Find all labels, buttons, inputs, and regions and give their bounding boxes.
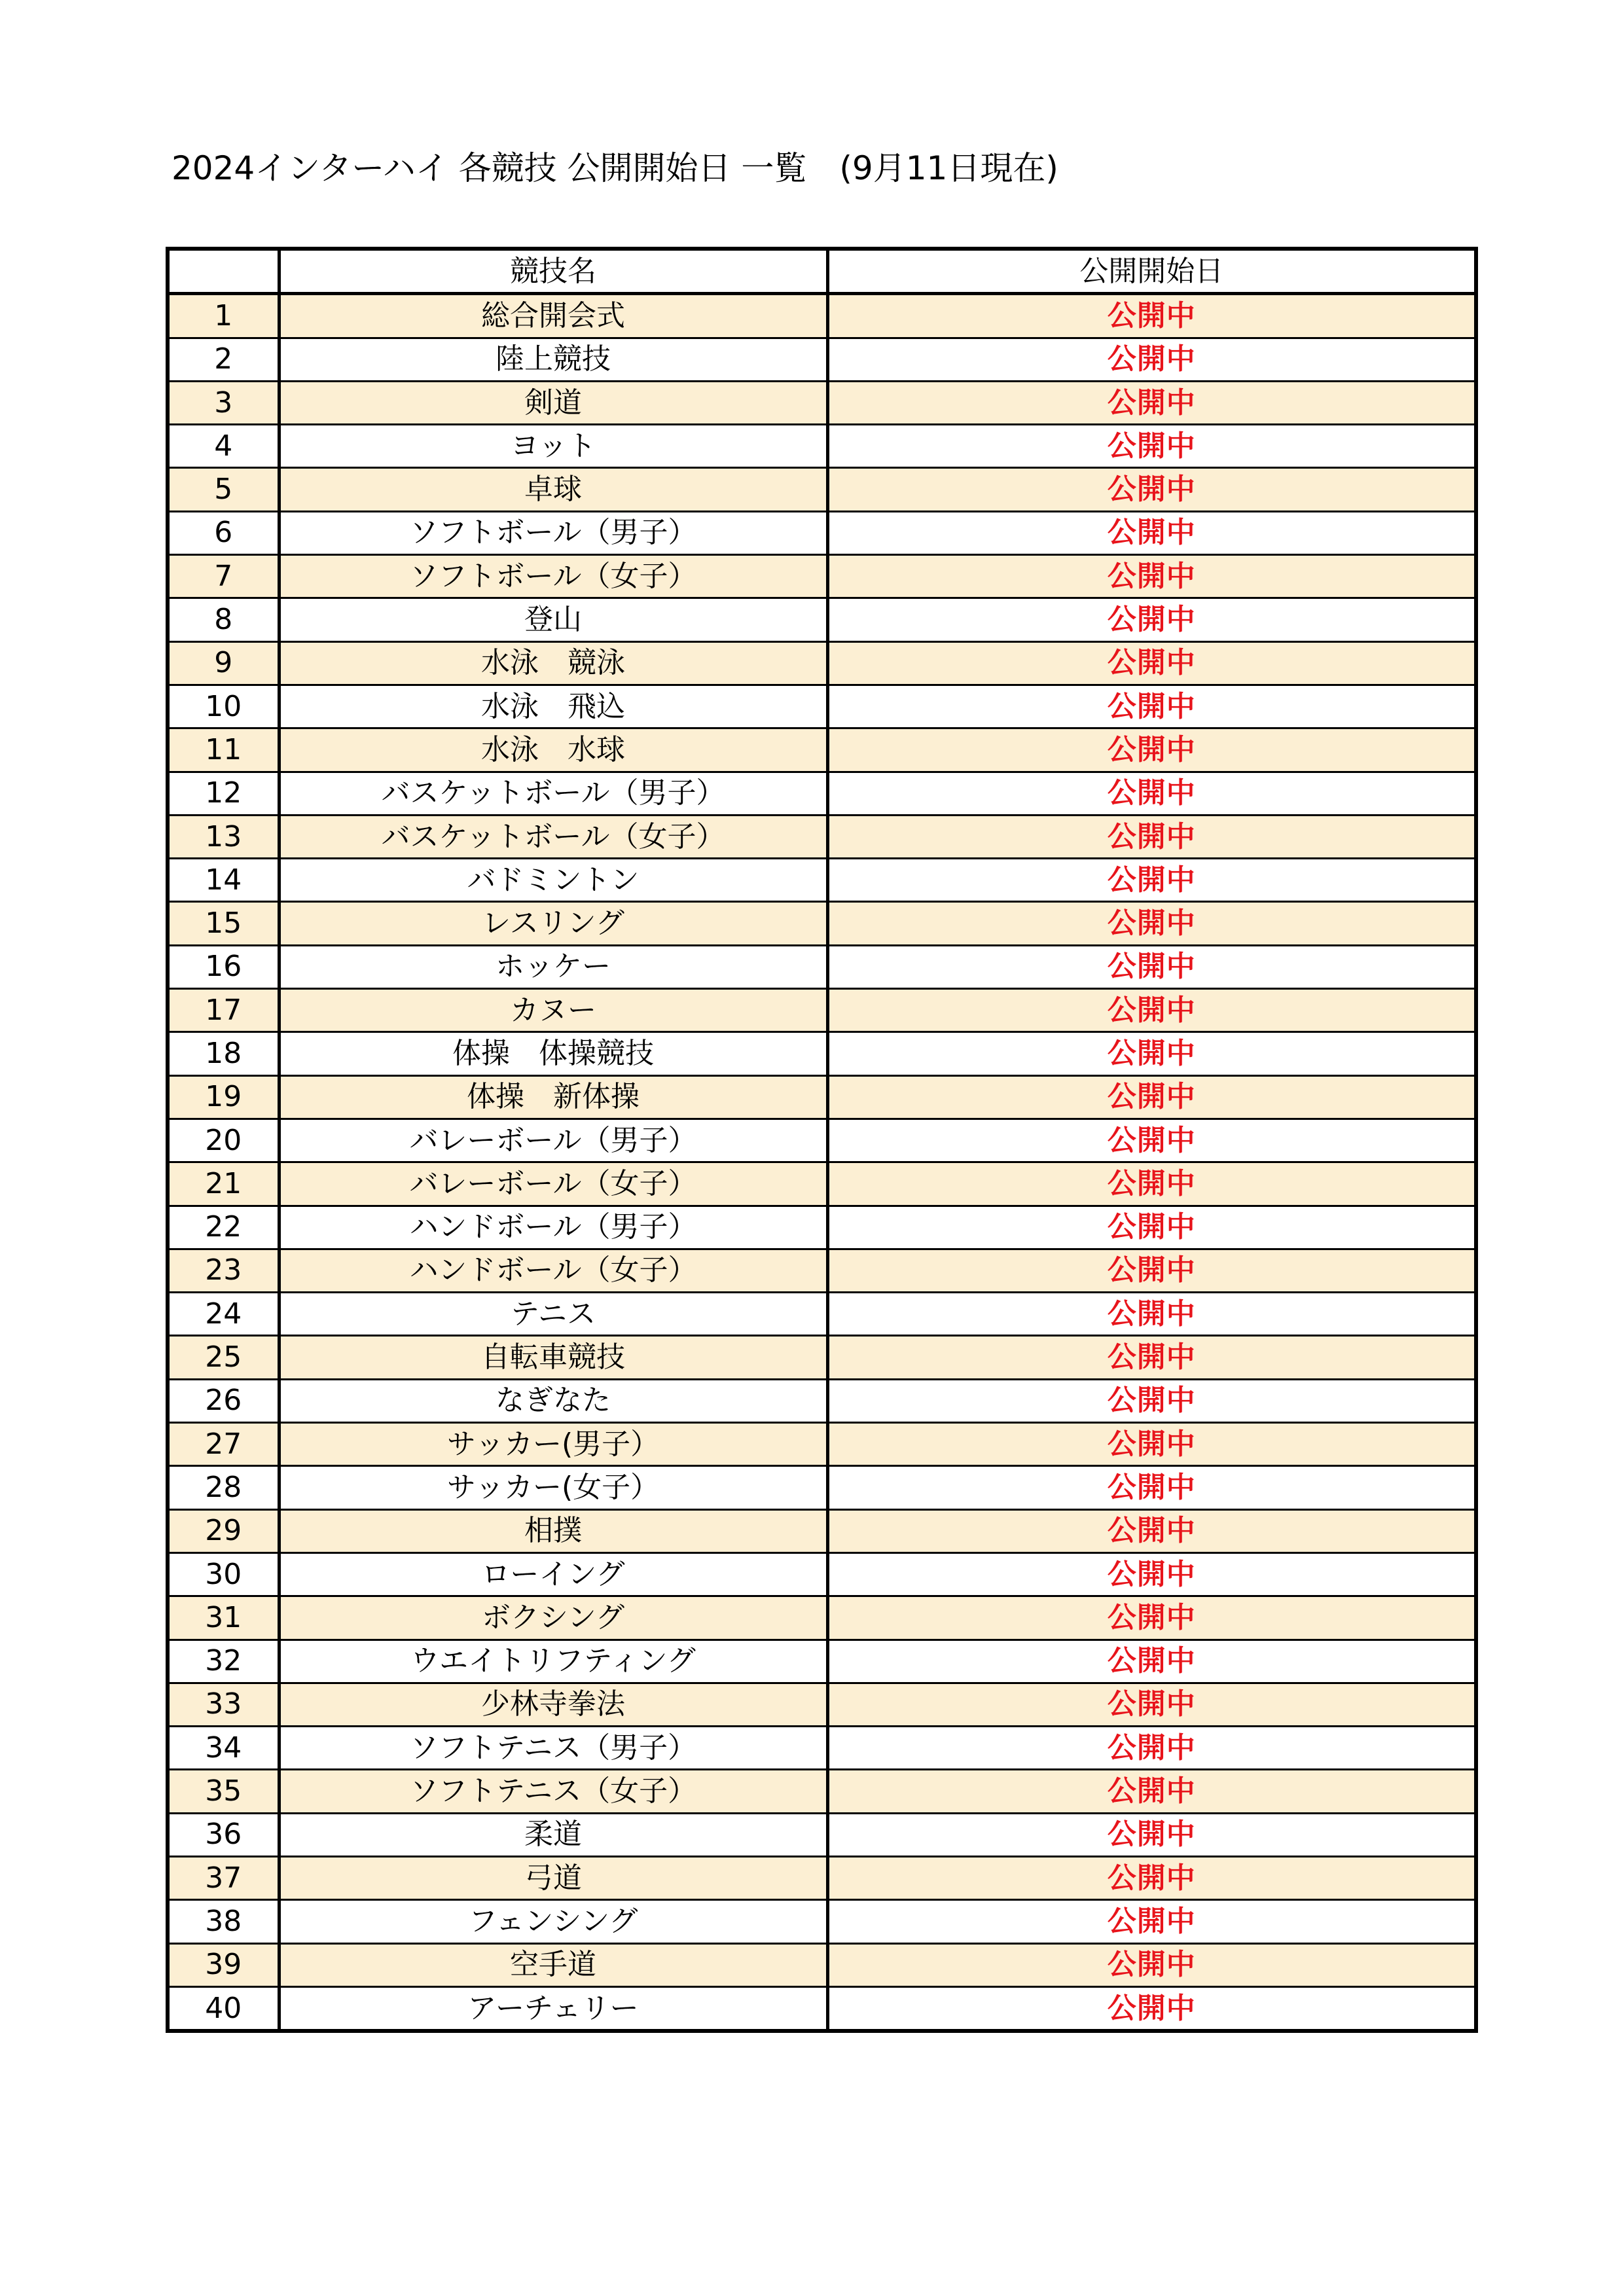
row-event-name: カヌー: [279, 989, 827, 1032]
row-number: 29: [168, 1509, 279, 1552]
row-number: 12: [168, 772, 279, 815]
row-number: 31: [168, 1596, 279, 1640]
row-number: 38: [168, 1900, 279, 1943]
row-number: 9: [168, 641, 279, 685]
row-number: 18: [168, 1032, 279, 1075]
row-status: 公開中: [827, 641, 1476, 685]
row-event-name: 自転車競技: [279, 1336, 827, 1379]
table-row: [168, 555, 1476, 598]
table-row: [168, 728, 1476, 772]
row-status: 公開中: [827, 1466, 1476, 1509]
table-row: [168, 1206, 1476, 1249]
table-row: [168, 945, 1476, 988]
row-event-name: ソフトテニス（女子）: [279, 1770, 827, 1813]
row-number: 10: [168, 685, 279, 728]
row-event-name: ウエイトリフティング: [279, 1640, 827, 1683]
table-row: [168, 685, 1476, 728]
table-row: [168, 294, 1476, 338]
row-number: 5: [168, 468, 279, 511]
row-number: 40: [168, 1986, 279, 2031]
row-status: 公開中: [827, 555, 1476, 598]
row-event-name: 水泳 競泳: [279, 641, 827, 685]
row-status: 公開中: [827, 468, 1476, 511]
table-row: [168, 1552, 1476, 1596]
row-status: 公開中: [827, 1336, 1476, 1379]
row-number: 16: [168, 945, 279, 988]
table-row: [168, 1032, 1476, 1075]
header-number: [168, 249, 279, 294]
table-row: [168, 859, 1476, 902]
row-number: 1: [168, 294, 279, 338]
row-number: 6: [168, 511, 279, 554]
table-row: [168, 1856, 1476, 1899]
row-status: 公開中: [827, 1770, 1476, 1813]
row-event-name: 水泳 水球: [279, 728, 827, 772]
row-event-name: 弓道: [279, 1856, 827, 1899]
row-event-name: 水泳 飛込: [279, 685, 827, 728]
row-event-name: 相撲: [279, 1509, 827, 1552]
table-row: [168, 1423, 1476, 1466]
row-number: 25: [168, 1336, 279, 1379]
table-row: [168, 468, 1476, 511]
header-start-date: 公開開始日: [827, 249, 1476, 294]
row-number: 28: [168, 1466, 279, 1509]
row-status: 公開中: [827, 1075, 1476, 1119]
table-row: [168, 1509, 1476, 1552]
row-event-name: ハンドボール（女子）: [279, 1249, 827, 1292]
row-event-name: ソフトテニス（男子）: [279, 1727, 827, 1770]
row-number: 30: [168, 1552, 279, 1596]
row-status: 公開中: [827, 1032, 1476, 1075]
table-row: [168, 1249, 1476, 1292]
row-event-name: バレーボール（男子）: [279, 1119, 827, 1162]
row-status: 公開中: [827, 381, 1476, 424]
table-row: [168, 1683, 1476, 1726]
table-row: [168, 338, 1476, 381]
table-row: [168, 902, 1476, 945]
row-status: 公開中: [827, 1943, 1476, 1986]
table-row: [168, 425, 1476, 468]
row-status: 公開中: [827, 1509, 1476, 1552]
row-number: 23: [168, 1249, 279, 1292]
row-event-name: フェンシング: [279, 1900, 827, 1943]
row-number: 20: [168, 1119, 279, 1162]
row-event-name: 卓球: [279, 468, 827, 511]
row-status: 公開中: [827, 1596, 1476, 1640]
row-number: 15: [168, 902, 279, 945]
row-number: 11: [168, 728, 279, 772]
table-row: [168, 1596, 1476, 1640]
row-status: 公開中: [827, 425, 1476, 468]
row-status: 公開中: [827, 1423, 1476, 1466]
table-row: [168, 1293, 1476, 1336]
row-event-name: 体操 体操競技: [279, 1032, 827, 1075]
row-status: 公開中: [827, 1206, 1476, 1249]
row-event-name: バスケットボール（男子）: [279, 772, 827, 815]
row-event-name: 少林寺拳法: [279, 1683, 827, 1726]
row-event-name: ソフトボール（女子）: [279, 555, 827, 598]
row-event-name: ホッケー: [279, 945, 827, 988]
row-event-name: バレーボール（女子）: [279, 1162, 827, 1206]
table-row: [168, 1336, 1476, 1379]
table-body: [168, 294, 1476, 2031]
row-event-name: テニス: [279, 1293, 827, 1336]
row-number: 33: [168, 1683, 279, 1726]
row-status: 公開中: [827, 1162, 1476, 1206]
row-event-name: バドミントン: [279, 859, 827, 902]
table-row: [168, 641, 1476, 685]
row-event-name: サッカー(男子）: [279, 1423, 827, 1466]
row-event-name: サッカー(女子）: [279, 1466, 827, 1509]
row-number: 35: [168, 1770, 279, 1813]
table-header-row: [168, 249, 1476, 294]
row-event-name: アーチェリー: [279, 1986, 827, 2031]
table-row: [168, 1986, 1476, 2031]
table-row: [168, 511, 1476, 554]
table-row: [168, 598, 1476, 641]
table-row: [168, 989, 1476, 1032]
row-event-name: ソフトボール（男子）: [279, 511, 827, 554]
row-number: 37: [168, 1856, 279, 1899]
row-number: 4: [168, 425, 279, 468]
table-row: [168, 772, 1476, 815]
table-row: [168, 1943, 1476, 1986]
row-event-name: ハンドボール（男子）: [279, 1206, 827, 1249]
row-event-name: 登山: [279, 598, 827, 641]
row-number: 7: [168, 555, 279, 598]
row-number: 2: [168, 338, 279, 381]
row-status: 公開中: [827, 294, 1476, 338]
row-event-name: ヨット: [279, 425, 827, 468]
row-status: 公開中: [827, 1379, 1476, 1422]
table-row: [168, 815, 1476, 858]
row-status: 公開中: [827, 1856, 1476, 1899]
row-number: 24: [168, 1293, 279, 1336]
row-status: 公開中: [827, 1683, 1476, 1726]
row-event-name: 剣道: [279, 381, 827, 424]
row-number: 34: [168, 1727, 279, 1770]
row-event-name: 陸上競技: [279, 338, 827, 381]
row-status: 公開中: [827, 1900, 1476, 1943]
row-event-name: レスリング: [279, 902, 827, 945]
table-row: [168, 1727, 1476, 1770]
row-status: 公開中: [827, 728, 1476, 772]
row-status: 公開中: [827, 945, 1476, 988]
row-status: 公開中: [827, 1293, 1476, 1336]
header-event-name: 競技名: [279, 249, 827, 294]
row-number: 19: [168, 1075, 279, 1119]
row-number: 21: [168, 1162, 279, 1206]
table-row: [168, 1466, 1476, 1509]
table-row: [168, 1813, 1476, 1856]
row-number: 14: [168, 859, 279, 902]
row-status: 公開中: [827, 1640, 1476, 1683]
row-status: 公開中: [827, 1119, 1476, 1162]
row-number: 36: [168, 1813, 279, 1856]
row-event-name: 柔道: [279, 1813, 827, 1856]
row-status: 公開中: [827, 598, 1476, 641]
page-title: 2024インターハイ 各競技 公開開始日 一覧 (9月11日現在): [171, 149, 1058, 187]
table-row: [168, 1075, 1476, 1119]
row-number: 13: [168, 815, 279, 858]
table-row: [168, 1770, 1476, 1813]
row-status: 公開中: [827, 815, 1476, 858]
row-event-name: 体操 新体操: [279, 1075, 827, 1119]
table-row: [168, 1900, 1476, 1943]
row-status: 公開中: [827, 511, 1476, 554]
row-event-name: バスケットボール（女子）: [279, 815, 827, 858]
row-number: 22: [168, 1206, 279, 1249]
row-status: 公開中: [827, 772, 1476, 815]
row-number: 8: [168, 598, 279, 641]
row-status: 公開中: [827, 1552, 1476, 1596]
row-number: 17: [168, 989, 279, 1032]
row-status: 公開中: [827, 1986, 1476, 2031]
row-status: 公開中: [827, 685, 1476, 728]
row-event-name: 総合開会式: [279, 294, 827, 338]
row-number: 32: [168, 1640, 279, 1683]
row-status: 公開中: [827, 859, 1476, 902]
table-row: [168, 1119, 1476, 1162]
row-event-name: なぎなた: [279, 1379, 827, 1422]
table-row: [168, 1379, 1476, 1422]
row-number: 39: [168, 1943, 279, 1986]
row-event-name: ボクシング: [279, 1596, 827, 1640]
row-number: 3: [168, 381, 279, 424]
event-schedule-table: [166, 247, 1478, 2033]
table-row: [168, 1640, 1476, 1683]
row-status: 公開中: [827, 902, 1476, 945]
row-status: 公開中: [827, 989, 1476, 1032]
row-status: 公開中: [827, 338, 1476, 381]
row-status: 公開中: [827, 1249, 1476, 1292]
row-event-name: ローイング: [279, 1552, 827, 1596]
row-number: 26: [168, 1379, 279, 1422]
row-status: 公開中: [827, 1813, 1476, 1856]
table-row: [168, 1162, 1476, 1206]
row-event-name: 空手道: [279, 1943, 827, 1986]
row-number: 27: [168, 1423, 279, 1466]
row-status: 公開中: [827, 1727, 1476, 1770]
table-row: [168, 381, 1476, 424]
